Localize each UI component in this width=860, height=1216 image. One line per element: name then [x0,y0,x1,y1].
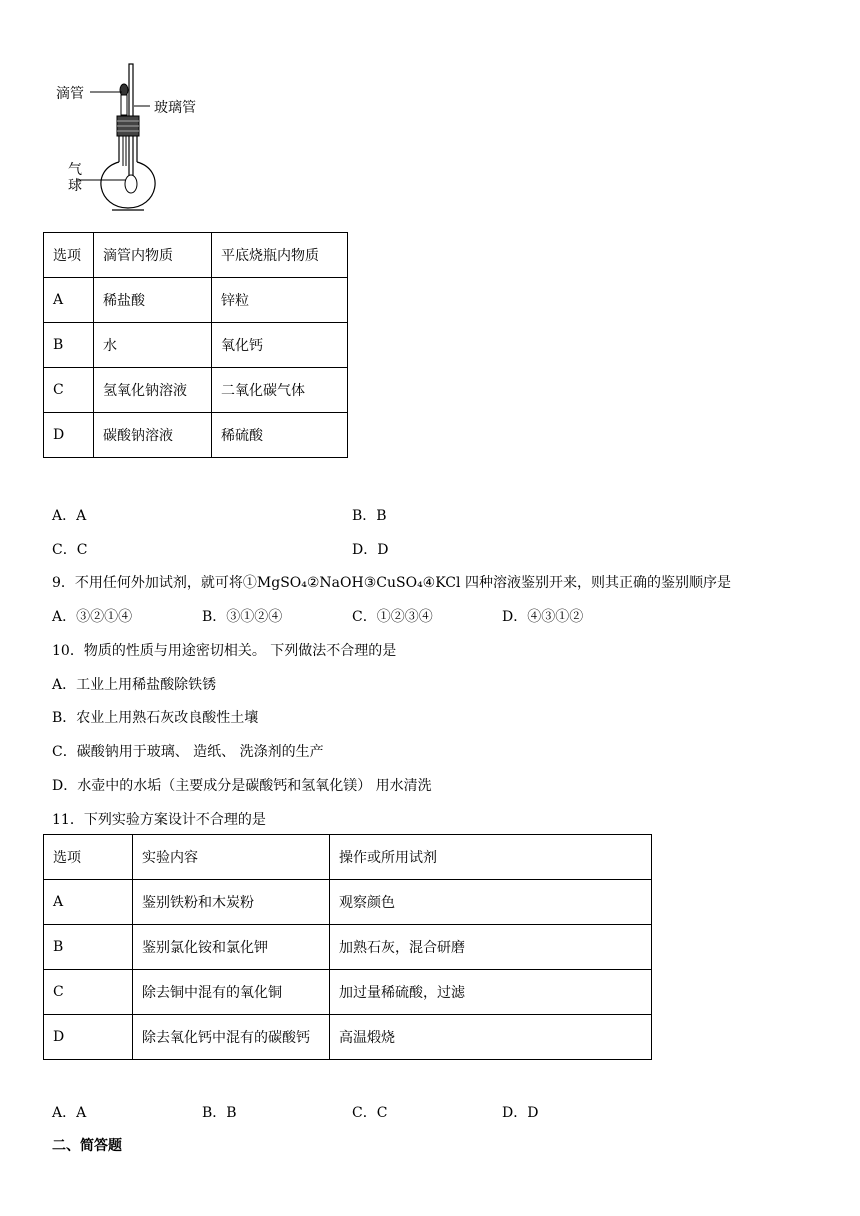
table-row [44,970,652,1015]
table-row [44,1015,652,1060]
table-row [44,880,652,925]
table-cell: 稀硫酸 [212,413,348,458]
label-glass-tube: 玻璃管 [154,100,196,116]
q8-table [43,232,348,458]
table-cell: 水 [94,323,212,368]
table-cell: 二氧化碳气体 [212,368,348,413]
q11-option-a: A．A [52,1105,87,1121]
table-cell: 锌粒 [212,278,348,323]
section-heading: 二、简答题 [52,1138,122,1154]
q11-stem: 11．下列实验方案设计不合理的是 [52,812,266,828]
table-cell: D [44,1015,133,1060]
header-cell: 滴管内物质 [94,233,212,278]
table-cell: 稀盐酸 [94,278,212,323]
q9-stem: 9．不用任何外加试剂，就可将①MgSO₄②NaOH③CuSO₄④KCl 四种溶液鉴别开来，则其正确的鉴别顺序是 [52,575,731,591]
q11-option-c: C．C [352,1105,388,1121]
header-cell: 操作或所用试剂 [330,835,652,880]
table-row [44,323,348,368]
q11-option-d: D．D [502,1105,539,1121]
q11-table [43,834,652,1060]
table-cell: 除去铜中混有的氧化铜 [133,970,330,1015]
q8-option-d: D．D [352,542,389,558]
table-cell: D [44,413,94,458]
q9-option-b: B．③①②④ [202,609,283,625]
header-cell: 实验内容 [133,835,330,880]
flask-apparatus-diagram [50,58,220,218]
q10-stem: 10．物质的性质与用途密切相关。 下列做法不合理的是 [52,643,397,659]
table-cell: A [44,278,94,323]
table-cell: 加熟石灰，混合研磨 [330,925,652,970]
table-cell: 碳酸钠溶液 [94,413,212,458]
q10-option-d: D．水壶中的水垢（主要成分是碳酸钙和氢氧化镁） 用水清洗 [52,778,432,794]
table-cell: 除去氧化钙中混有的碳酸钙 [133,1015,330,1060]
q10-option-b: B．农业上用熟石灰改良酸性土壤 [52,710,259,726]
q9-option-c: C．①②③④ [352,609,433,625]
header-cell: 平底烧瓶内物质 [212,233,348,278]
table-row [44,278,348,323]
table-cell: 观察颜色 [330,880,652,925]
q10-option-a: A．工业上用稀盐酸除铁锈 [52,677,217,693]
table-header-row [44,835,652,880]
q8-option-c: C．C [52,542,88,558]
header-cell: 选项 [44,835,133,880]
table-cell: C [44,970,133,1015]
table-cell: A [44,880,133,925]
table-row [44,368,348,413]
table-cell: C [44,368,94,413]
table-cell: B [44,323,94,368]
table-row [44,413,348,458]
q11-option-b: B．B [202,1105,237,1121]
table-cell: B [44,925,133,970]
label-balloon: 气 球 [68,162,82,194]
table-row [44,925,652,970]
table-cell: 鉴别氯化铵和氯化钾 [133,925,330,970]
header-cell: 选项 [44,233,94,278]
table-cell: 鉴别铁粉和木炭粉 [133,880,330,925]
table-cell: 高温煅烧 [330,1015,652,1060]
table-cell: 加过量稀硫酸，过滤 [330,970,652,1015]
table-cell: 氧化钙 [212,323,348,368]
table-cell: 氢氧化钠溶液 [94,368,212,413]
q9-option-d: D．④③①② [502,609,584,625]
q10-option-c: C．碳酸钠用于玻璃、 造纸、 洗涤剂的生产 [52,744,324,760]
table-header-row [44,233,348,278]
q8-option-b: B．B [352,508,387,524]
q8-option-a: A．A [52,508,87,524]
q9-option-a: A．③②①④ [52,609,133,625]
label-dropper: 滴管 [56,86,84,102]
apparatus-figure [50,58,220,218]
